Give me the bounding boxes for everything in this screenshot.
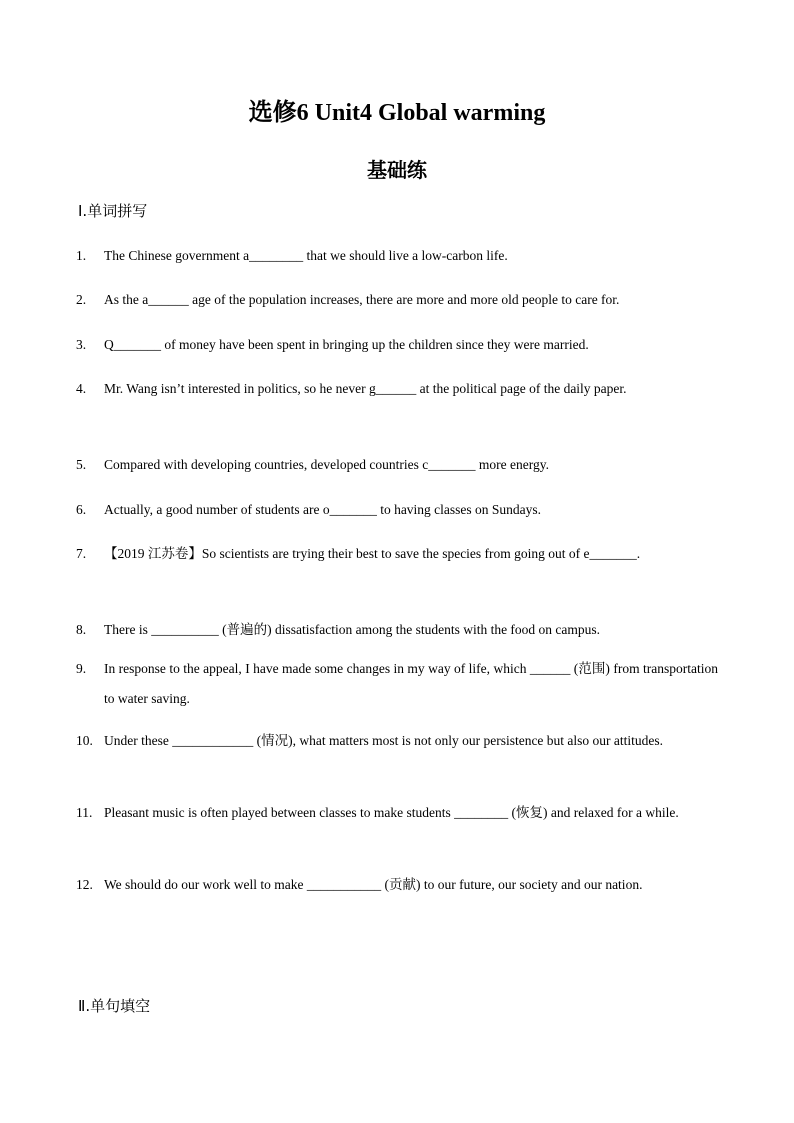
item-number: 7. [76,546,87,561]
item-text: As the a______ age of the population increases, there are more and more old people to care for. [104,292,620,307]
item-text: In response to the appeal, I have made some changes in my way of life, which ______ (范围) from transportation to water saving. [104,661,718,706]
item-number: 4. [76,381,87,396]
item-number: 12. [76,877,93,892]
item-number: 1. [76,248,87,263]
section-heading-fill-in: Ⅱ.单句填空 [78,997,151,1015]
item-number: 2. [76,292,87,307]
exercise-item-1 [76,241,718,271]
exercise-item-8 [76,615,718,645]
document-title: 选修6 Unit4 Global warming [248,100,546,126]
item-number: 6. [76,502,87,517]
item-text: The Chinese government a________ that we should live a low-carbon life. [104,248,508,263]
exercise-item-10 [76,726,718,756]
exercise-item-7 [76,539,718,569]
item-text: Mr. Wang isn’t interested in politics, so he never g______ at the political page of the daily paper. [104,381,627,396]
item-number: 8. [76,622,87,637]
section-heading-spelling: Ⅰ.单词拼写 [78,202,148,220]
item-text: We should do our work well to make ___________ (贡献) to our future, our society and our nation. [104,877,643,892]
item-text: Q_______ of money have been spent in bringing up the children since they were married. [104,337,589,352]
item-number: 11. [76,805,93,820]
item-text: Actually, a good number of students are o_______ to having classes on Sundays. [104,502,542,517]
item-number: 5. [76,457,87,472]
item-text: Pleasant music is often played between classes to make students ________ (恢复) and relaxed for a while. [104,805,679,820]
document-subtitle: 基础练 [367,160,427,182]
item-number: 9. [76,661,87,676]
item-number: 3. [76,337,87,352]
item-number: 10. [76,733,93,748]
exercise-item-4 [76,374,718,404]
exercise-item-3 [76,330,718,360]
item-text: 【2019 江苏卷】So scientists are trying their best to save the species from going out of e_______. [104,546,641,561]
exercise-item-2 [76,285,718,315]
item-text: There is __________ (普遍的) dissatisfaction among the students with the food on campus. [104,622,601,637]
item-text: Under these ____________ (情况), what matters most is not only our persistence but also our attitudes. [104,733,664,748]
exercise-item-12 [76,870,718,900]
exercise-item-5 [76,450,718,480]
item-text: Compared with developing countries, developed countries c_______ more energy. [104,457,550,472]
exercise-item-11 [76,798,718,828]
exercise-item-6 [76,495,718,525]
exercise-item-9 [76,654,718,714]
